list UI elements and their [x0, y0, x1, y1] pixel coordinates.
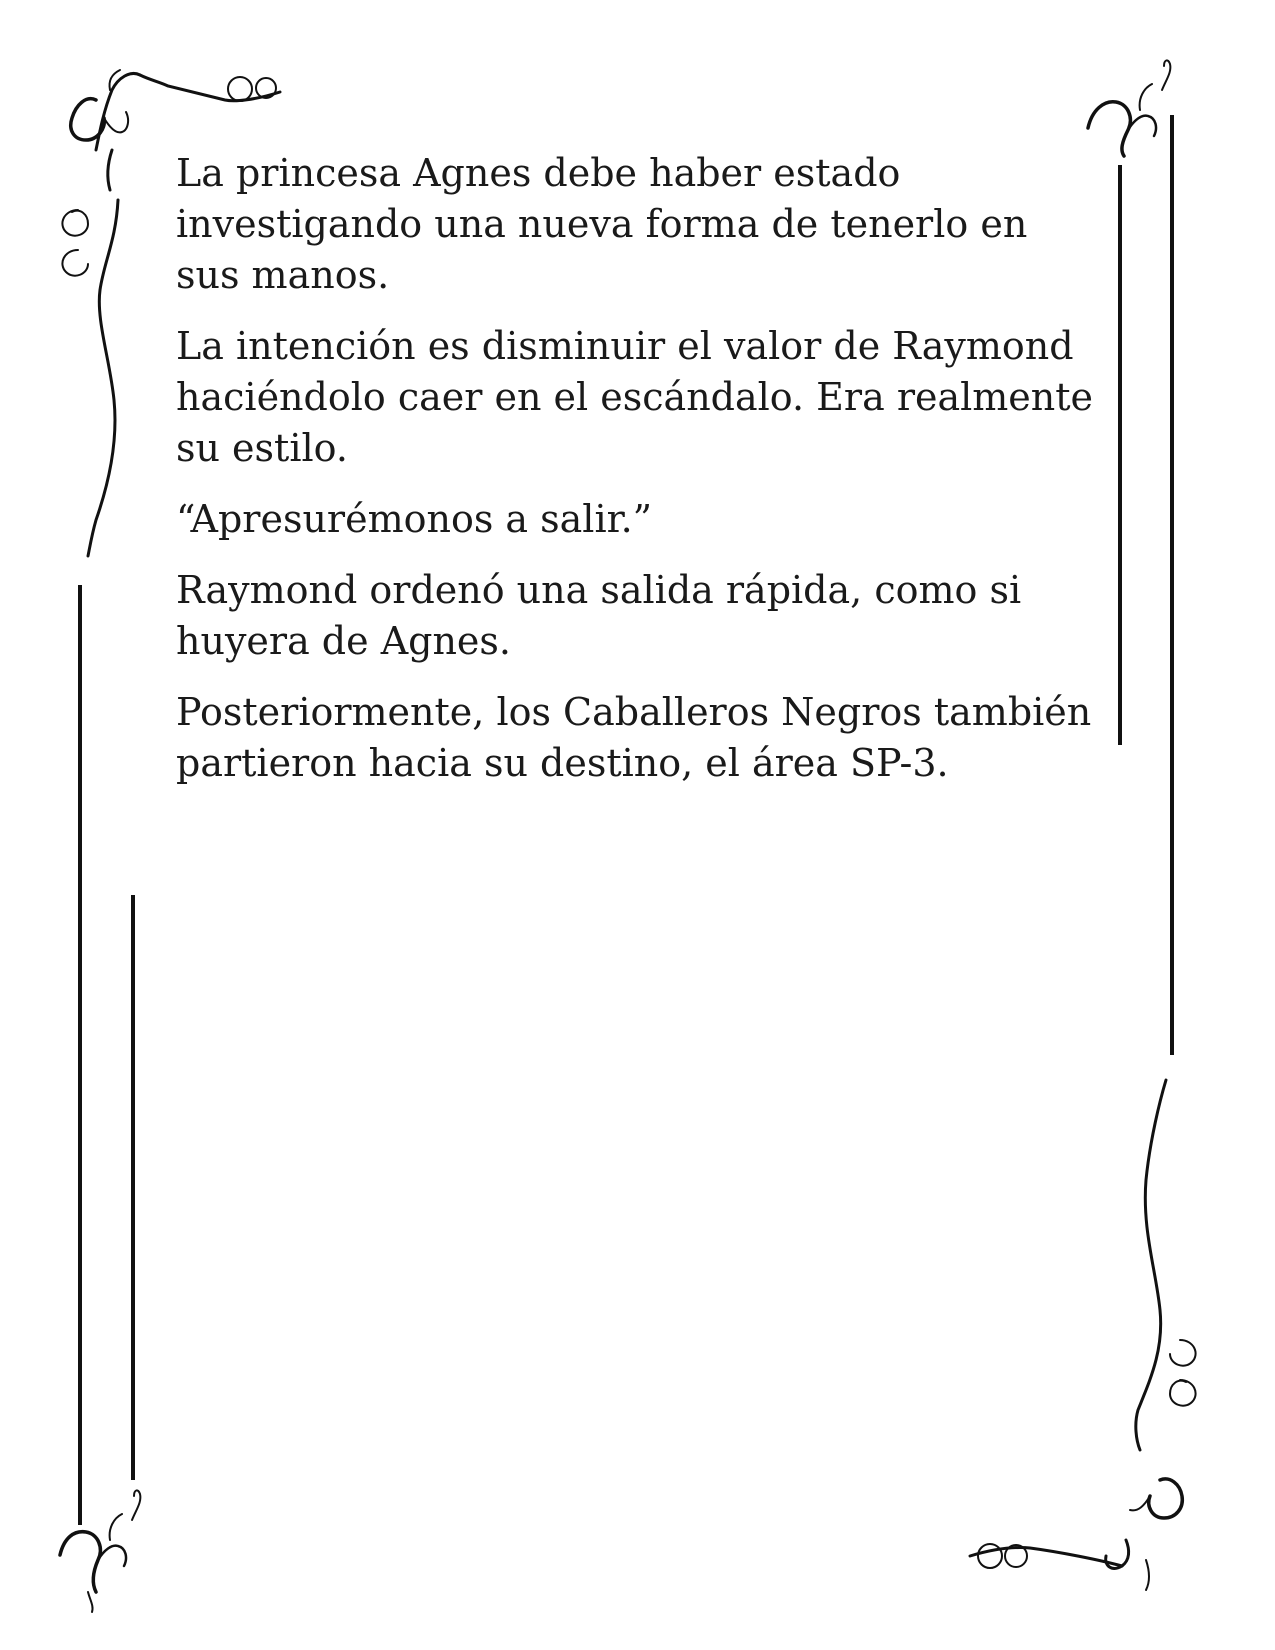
bottom-right-flourish-icon [970, 1080, 1196, 1590]
paragraph: Posteriormente, los Caballeros Negros también partieron hacia su destino, el área SP-3. [176, 690, 1092, 785]
top-right-flourish-icon [1088, 60, 1170, 156]
paragraph: “Apresurémonos a salir.” [176, 497, 653, 541]
paragraph: Raymond ordenó una salida rápida, como si huyera de Agnes. [176, 568, 1022, 663]
body-text [176, 148, 1096, 809]
paragraph: La intención es disminuir el valor de Raymond haciéndolo caer en el escándalo. Era realmente su estilo. [176, 324, 1094, 470]
bottom-left-flourish-icon [60, 1490, 140, 1612]
paragraph: La princesa Agnes debe haber estado investigando una nueva forma de tenerlo en sus manos. [176, 151, 1028, 297]
